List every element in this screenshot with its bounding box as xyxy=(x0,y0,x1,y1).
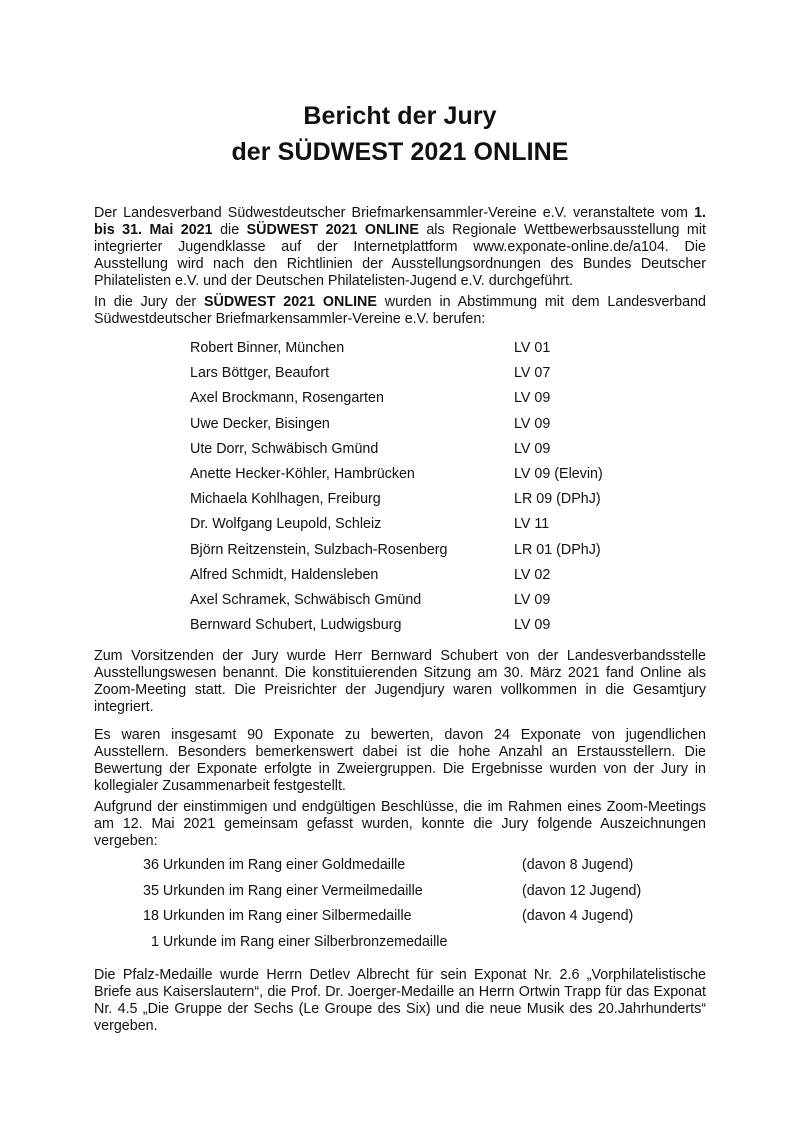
jury-member-name: Anette Hecker-Köhler, Hambrücken xyxy=(190,465,415,482)
intro-paragraph: Der Landesverband Südwestdeutscher Briefmarkensammler-Vereine e.V. veranstaltete vom 1. bis 31. Mai 2021 die SÜDWEST 2021 ONLINE als Regionale Wettbewerbsausstellung mit integrierter Jugendklasse auf der Internetplattform www.exponate-online.de/a104. Die Ausstellung wird nach den Richtlinien der Ausstellungsordnungen des Bundes Deutscher Philatelisten e.V. und der Deutschen Philatelisten-Jugend e.V. durchgeführt. xyxy=(94,205,706,289)
jury-member-row xyxy=(190,414,610,439)
jury-intro-paragraph: In die Jury der SÜDWEST 2021 ONLINE wurden in Abstimmung mit dem Landesverband Südwestdeutscher Briefmarkensammler-Vereine e.V. berufen: xyxy=(94,294,706,327)
award-text: 36 Urkunden im Rang einer Goldmedaille xyxy=(143,857,406,873)
jury-member-code: LR 01 (DPhJ) xyxy=(514,541,601,558)
jury-member-name: Michaela Kohlhagen, Freiburg xyxy=(190,491,381,508)
award-youth-note: (davon 4 Jugend) xyxy=(522,908,634,924)
jury-member-name: Bernward Schubert, Ludwigsburg xyxy=(190,617,402,634)
jury-member-name: Ute Dorr, Schwäbisch Gmünd xyxy=(190,440,379,457)
award-row xyxy=(143,881,663,907)
jury-member-row xyxy=(190,489,610,514)
jury-member-code: LV 09 xyxy=(514,617,551,634)
jury-member-name: Alfred Schmidt, Haldensleben xyxy=(190,566,379,583)
event-dates: 1. bis 31. Mai 2021 xyxy=(94,205,706,238)
jury-member-row xyxy=(190,464,610,489)
exhibits-paragraph: Es waren insgesamt 90 Exponate zu bewerten, davon 24 Exponate von jugendlichen Ausstellern. Besonders bemerkenswert dabei ist die hohe Anzahl an Erstausstellern. Die Bewertung der Exponate erfolgte in Zweiergruppen. Die Ergebnisse wurden von der Jury in kollegialer Zusammenarbeit festgestellt. xyxy=(94,727,706,794)
jury-member-code: LR 09 (DPhJ) xyxy=(514,491,601,508)
title-line-1: Bericht der Jury xyxy=(303,102,497,130)
jury-member-code: LV 07 xyxy=(514,365,551,382)
jury-member-name: Axel Schramek, Schwäbisch Gmünd xyxy=(190,591,422,608)
jury-member-row xyxy=(190,439,610,464)
jury-member-code: LV 02 xyxy=(514,566,551,583)
jury-member-code: LV 09 xyxy=(514,591,551,608)
jury-member-name: Robert Binner, München xyxy=(190,340,345,356)
decisions-paragraph: Aufgrund der einstimmigen und endgültigen Beschlüsse, die im Rahmen eines Zoom-Meetings am 12. Mai 2021 gemeinsam gefasst wurden, konnte die Jury folgende Auszeichnungen vergeben: xyxy=(94,799,706,849)
jury-member-name: Uwe Decker, Bisingen xyxy=(190,415,330,432)
award-row xyxy=(143,932,663,958)
jury-member-name: Dr. Wolfgang Leupold, Schleiz xyxy=(190,516,382,533)
event-name: SÜDWEST 2021 ONLINE xyxy=(203,294,377,310)
special-awards-paragraph: Die Pfalz-Medaille wurde Herrn Detlev Albrecht für sein Exponat Nr. 2.6 „Vorphilatelistische Briefe aus Kaiserslautern“, die Prof. Dr. Joerger-Medaille an Herrn Ortwin Trapp für das Exponat Nr. 4.5 „Die Gruppe der Sechs (Le Groupe des Six) und die neue Musik des 20.Jahrhunderts“ vergeben. xyxy=(94,967,706,1034)
jury-members-list xyxy=(190,338,610,640)
jury-member-name: Lars Böttger, Beaufort xyxy=(190,365,330,382)
jury-member-row xyxy=(190,565,610,590)
award-youth-note: (davon 12 Jugend) xyxy=(522,882,642,899)
document-title xyxy=(94,98,706,170)
jury-member-row xyxy=(190,338,610,363)
event-name: SÜDWEST 2021 ONLINE xyxy=(246,222,419,238)
jury-member-row xyxy=(190,363,610,388)
award-text: 1 Urkunde im Rang einer Silberbronzemedaille xyxy=(151,933,448,950)
title-line-2: der SÜDWEST 2021 ONLINE xyxy=(231,138,569,166)
award-text: 35 Urkunden im Rang einer Vermeilmedaille xyxy=(143,882,423,899)
award-row xyxy=(143,855,663,881)
jury-member-row xyxy=(190,514,610,539)
jury-member-row xyxy=(190,540,610,565)
jury-member-code: LV 09 xyxy=(514,390,551,407)
jury-member-code: LV 09 xyxy=(514,415,551,432)
jury-member-name: Björn Reitzenstein, Sulzbach-Rosenberg xyxy=(190,541,448,558)
award-youth-note: (davon 8 Jugend) xyxy=(522,857,634,873)
jury-member-code: LV 11 xyxy=(514,516,550,533)
chair-paragraph: Zum Vorsitzenden der Jury wurde Herr Bernward Schubert von der Landesverbandsstelle Ausstellungswesen benannt. Die konstituierenden Sitzung am 30. März 2021 fand Online als Zoom-Meeting statt. Die Preisrichter der Jugendjury waren vollkommen in die Gesamtjury integriert. xyxy=(94,648,706,715)
award-text: 18 Urkunden im Rang einer Silbermedaille xyxy=(143,908,412,924)
awards-list xyxy=(143,855,663,957)
award-row xyxy=(143,906,663,932)
jury-member-code: LV 09 (Elevin) xyxy=(514,465,603,482)
jury-member-name: Axel Brockmann, Rosengarten xyxy=(190,390,384,407)
jury-member-row xyxy=(190,590,610,615)
jury-member-row xyxy=(190,388,610,413)
jury-member-row xyxy=(190,615,610,640)
jury-member-code: LV 01 xyxy=(514,340,551,356)
jury-member-code: LV 09 xyxy=(514,440,551,457)
